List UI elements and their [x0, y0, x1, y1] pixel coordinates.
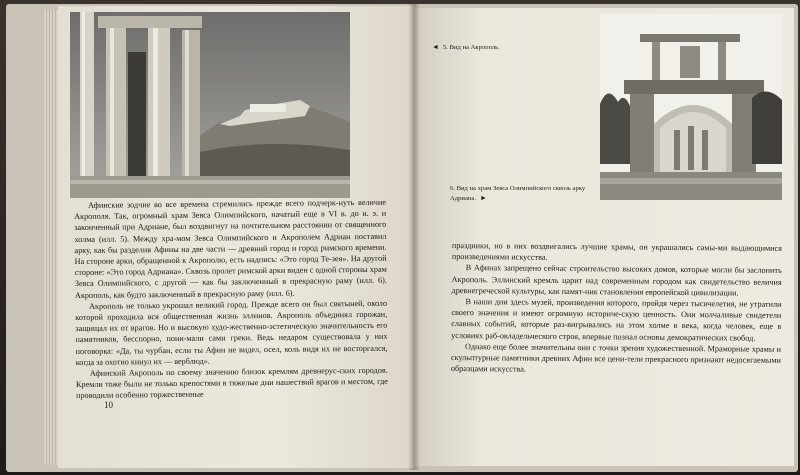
right-arrow-icon: ► — [479, 193, 487, 202]
caption-5-text: 5. Вид на Акрополь. — [442, 44, 500, 51]
caption-6-text: 6. Вид на храм Зевса Олимпийского сквозь арку Адриана. — [450, 185, 586, 202]
right-paragraph: Однако еще более значительны они с точки зрения художественной. Мраморные храмы и скульптурные памятники древних Афин все цени-тели прекрасного признают недосягаемыми образцами искусства. — [450, 341, 782, 374]
page-number: 10 — [104, 400, 113, 410]
right-page-text — [451, 240, 782, 377]
book-spine-shadow — [408, 4, 420, 470]
caption-figure-6 — [450, 185, 600, 203]
left-paragraph: Акрополь не только укрошал великий город. Прежде всего он был святыней, около которой проходила вся общественная жизнь эллинов. Акрополь объединял горожан, защищал их от врагов. Но и высокую худо-жественно-эстетическую значительность его памятников, бесспорно, пони-мали сами греки. Ведь недаром существовала у них поговорка: «Да, ты чурбан, если ты Афин не видел, осел, коль видя их не восторгался, когда за охотно кинул их — верблюд». — [75, 298, 388, 367]
photo-arch-of-hadrian — [600, 14, 782, 200]
left-paragraph: Афинские зодчие во все времена стремились прежде всего подчерк-нуть величие Акрополя. Так, огромный храм Зевса Олимпийского, начатый еще в VI в. до н. э. и законченный при Адриане, был воздвигнут на почтительном расстоянии от священного холма (илл. 5). Между хра-мом Зевса Олимпийского и Акрополем Адриан поставил арку, как бы разделив Афины на две части — древний город и город римского времени. На стороне арки, обращенной к Акрополю, есть надпись: «Это город Те-зея». На другой стороне: «Это город Адриана». Сквозь пролет римской арки виден с одной стороны храм Зевса Олимпийского, с другой — как бы заключенный в прекрасную раму (илл. 6). Акрополь, как будто заключенный в прекрасную раму (илл. 6). — [74, 197, 387, 300]
right-paragraph: В Афинах запрещено сейчас строительство высоких домов, которые могли бы заслонить Акрополь. Эллинский кремль царит над современным городом как свидетельство величия древнегреческой культуры, как памят-ник становления европейской цивилизации. — [451, 263, 782, 298]
caption-figure-5 — [432, 43, 500, 53]
left-arrow-icon: ◄ — [432, 43, 439, 51]
right-paragraph: В наши дни здесь музей, произведения которого, пройдя через тысячелетия, не утратили своего значения и имеют огромную историче-скую ценность. Они молчаливые свидетели славных событий, которые раз-вигрывались на этом холме в века, когда человек, еще в условиях раб-овладельческого строя, впервые познал основы демократических свобод. — [451, 297, 782, 343]
temple-illustration — [70, 12, 350, 198]
left-page-text — [74, 197, 388, 402]
right-paragraph: праздники, но в них воздвигались лучшие храмы, он украшались самы-ми выдающимися произведениями искусства. — [451, 240, 782, 263]
photo-temple-of-zeus-and-acropolis — [70, 12, 350, 198]
arch-illustration — [600, 14, 782, 200]
left-paragraph: Афинский Акрополь по своему значению близок кремлям древнерус-ских городов. Кремли тоже были не только крепостями в тяжелые дни нашествий врагов и местом, где проводили особенно торжественные — [75, 365, 388, 401]
